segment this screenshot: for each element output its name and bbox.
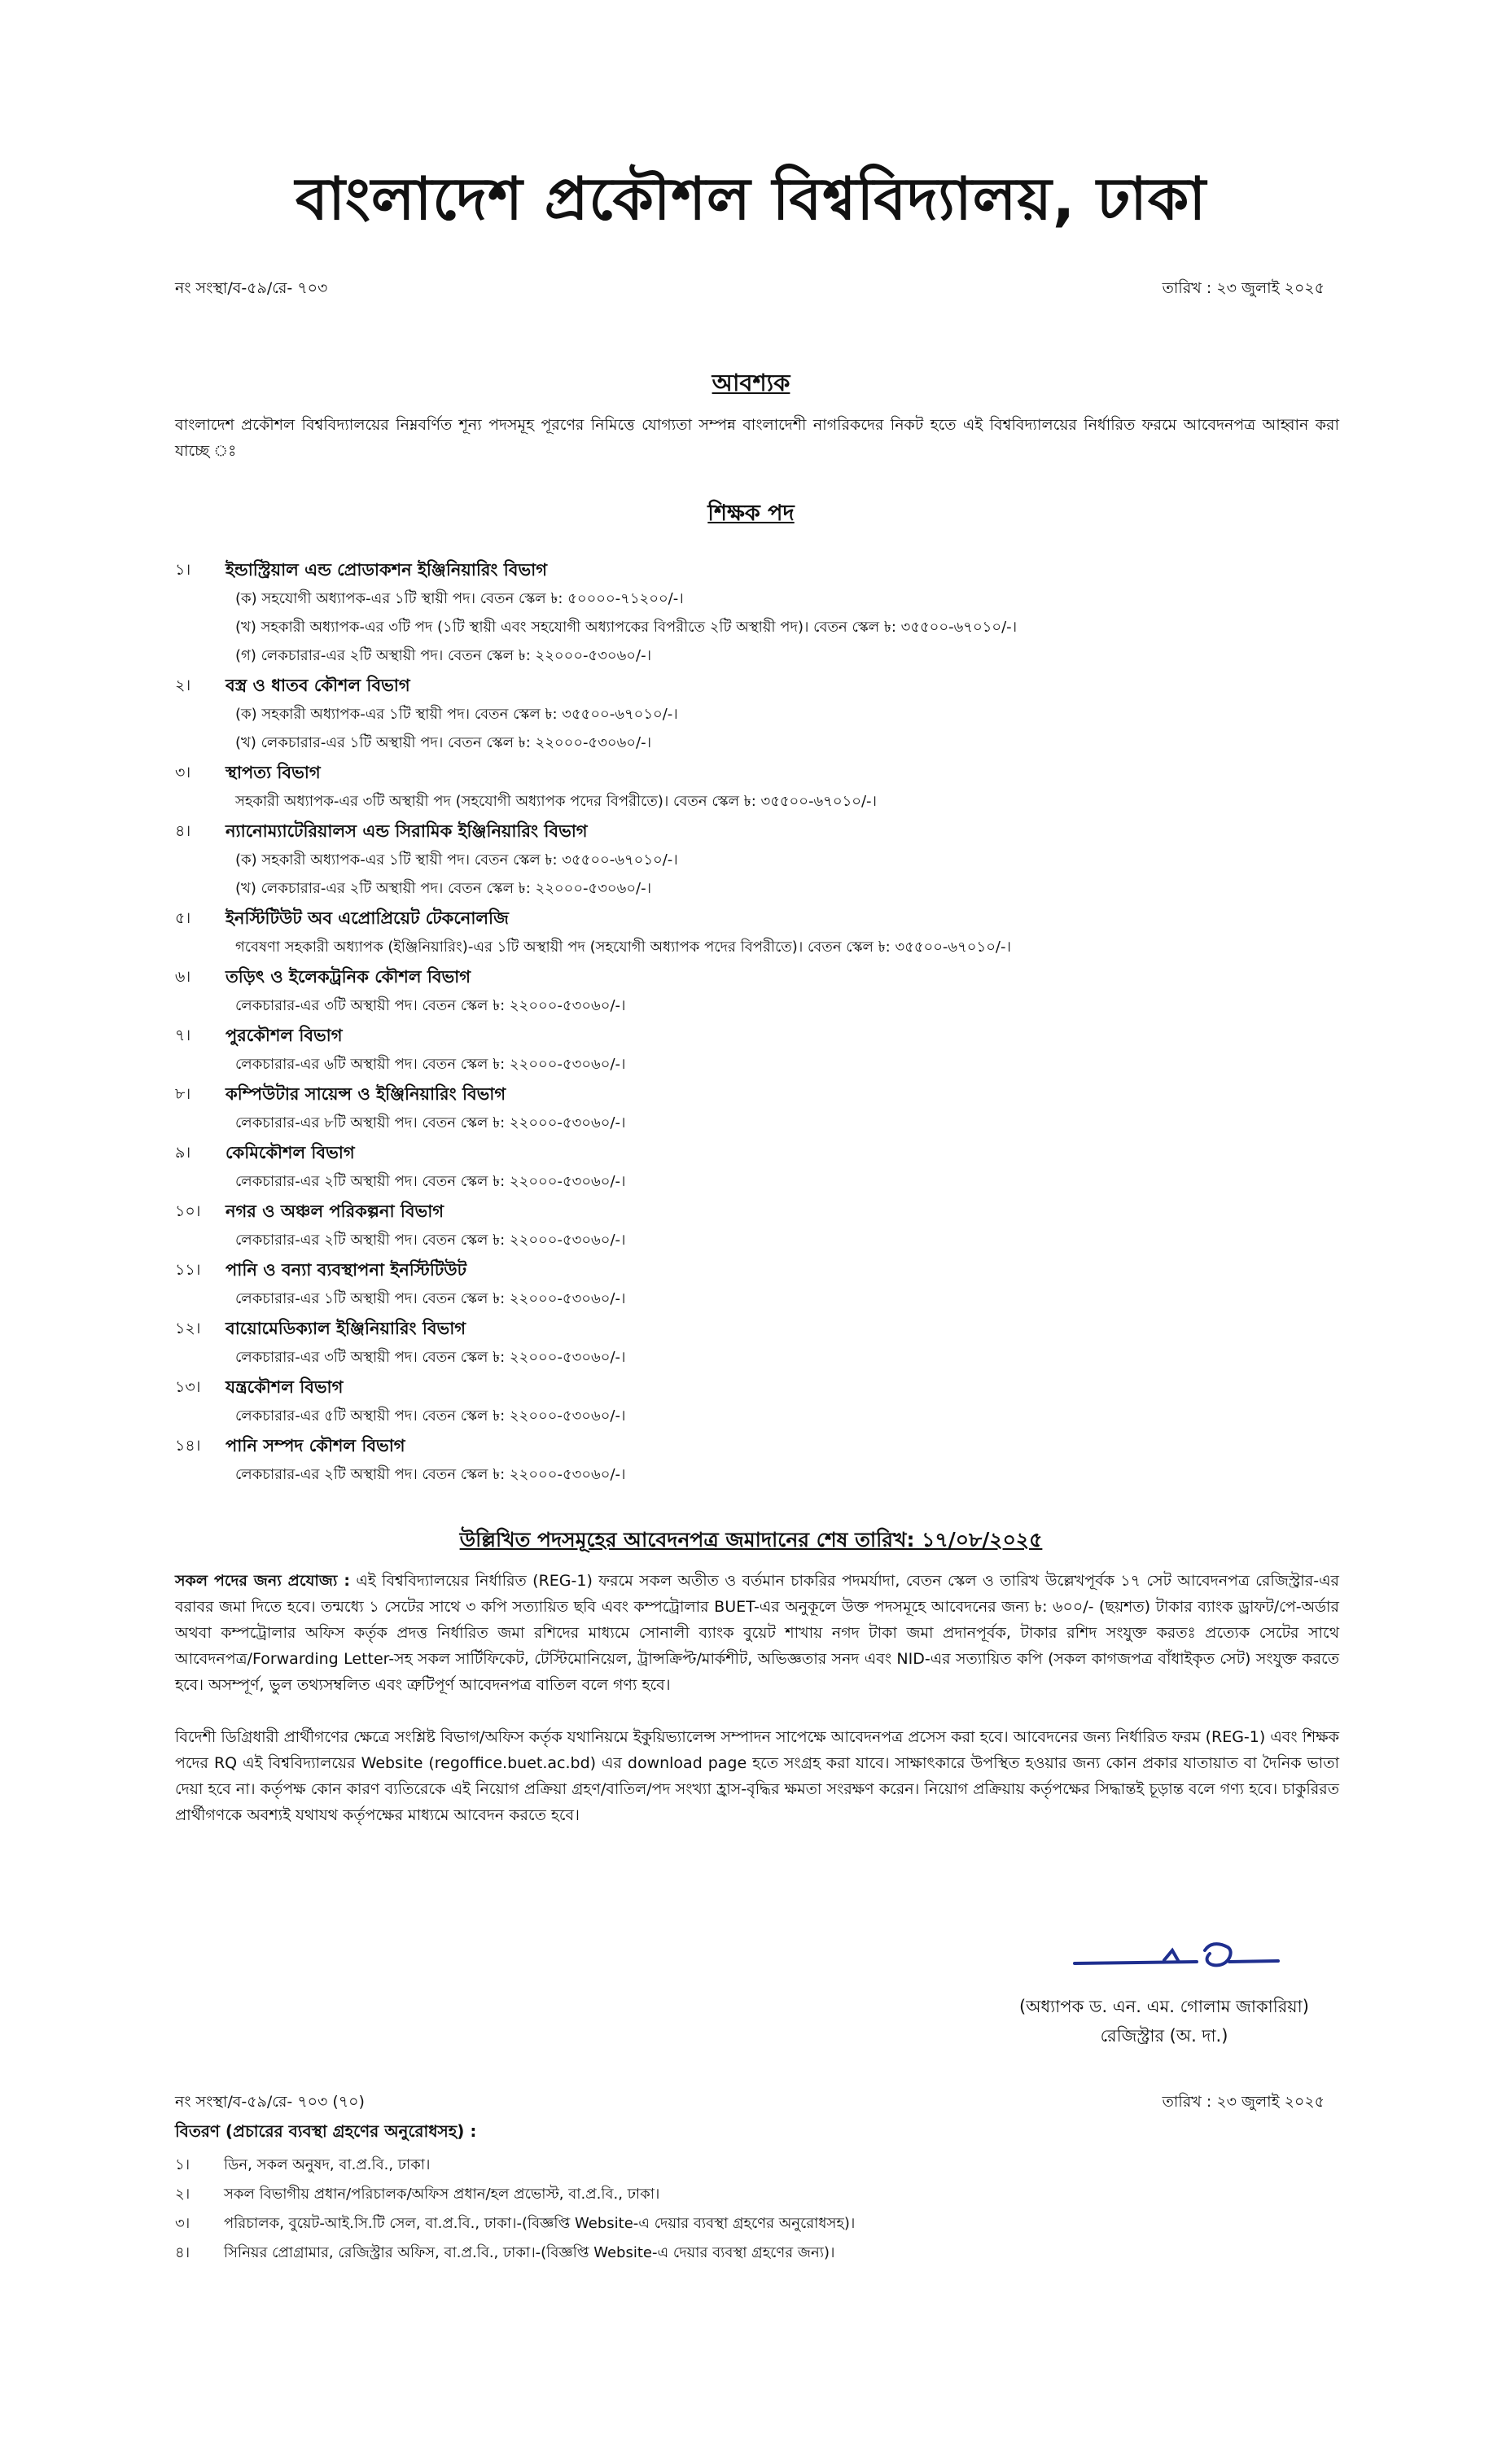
notice-heading: আবশ্যক [712,369,790,396]
distribution-text: সিনিয়র প্রোগ্রামার, রেজিস্ট্রার অফিস, বা.প্র.বি., ঢাকা।-(বিজ্ঞপ্তি Website-এ দেয়ার ব্যবস্থা গ্রহণের জন্য)। [224,2244,835,2261]
distribution-item [175,2239,1339,2268]
distribution-item [175,2209,1339,2239]
department-item [175,1432,1339,1489]
department-number: ১। [175,561,191,579]
terms-text: এই বিশ্ববিদ্যালয়ের নির্ধারিত (REG-1) ফরমে সকল অতীত ও বর্তমান চাকরির পদমর্যাদা, বেতন স্কেল ও তারিখ উল্লেখপূর্বক ১৭ সেট আবেদনপত্র রেজিস্ট্রার-এর বরাবর জমা দিতে হবে। তন্মধ্যে ১ সেটের সাথে ৩ কপি সত্যায়িত ছবি এবং কম্পট্রোলার BUET-এর অনুকূলে উক্ত পদসমূহে আবেদনের জন্য ৳: ৬০০/- (ছয়শত) টাকার ব্যাংক ড্রাফট/পে-অর্ডার অথবা কম্পট্রোলার অফিস কর্তৃক প্রদত্ত নির্ধারিত জমা রশিদের মাধ্যমে সোনালী ব্যাংক বুয়েট শাখায় নগদ টাকা জমা প্রদানপূর্বক, টাকার রশিদ সংযুক্ত করতঃ প্রত্যেক সেটের সাথে আবেদনপত্র/Forwarding Letter-সহ সকল সার্টিফিকেট, টেস্টিমোনিয়েল, ট্রান্সক্রিপ্ট/মার্কশীট, অভিজ্ঞতার সনদ এবং NID-এর সত্যায়িত কপি (সকল কাগজপত্র বাঁধাইকৃত সেট) সংযুক্ত করতে হবে। অসম্পূর্ণ, ভুল তথ্যসম্বলিত এবং ত্রুটিপূর্ণ আবেদনপত্র বাতিল বলে গণ্য হবে। [175,1572,1339,1694]
post-detail: লেকচারার-এর ২টি অস্থায়ী পদ। বেতন স্কেল ৳: ২২০০০-৫৩০৬০/-। [235,1232,626,1249]
department-item [175,759,1339,816]
department-item [175,1373,1339,1430]
department-number: ১১। [175,1261,201,1279]
department-number: ৫। [175,909,191,927]
post-detail: সহকারী অধ্যাপক-এর ৩টি অস্থায়ী পদ (সহযোগী অধ্যাপক পদের বিপরীতে)। বেতন স্কেল ৳: ৩৫৫০০-৬৭০১০/-। [235,793,877,810]
distribution-list [175,2151,1339,2268]
distribution-number: ৪। [175,2244,190,2261]
post-detail: গবেষণা সহকারী অধ্যাপক (ইঞ্জিনিয়ারিং)-এর ১টি অস্থায়ী পদ (সহযোগী অধ্যাপক পদের বিপরীতে)। বেতন স্কেল ৳: ৩৫৫০০-৬৭০১০/-। [235,939,1011,956]
department-item [175,1197,1339,1254]
footer-reference-number: নং সংস্থা/ব-৫৯/রে- ৭০৩ (৭০) [175,2093,365,2111]
distribution-text: ডিন, সকল অনুষদ, বা.প্র.বি., ঢাকা। [224,2156,431,2173]
post-detail: লেকচারার-এর ২টি অস্থায়ী পদ। বেতন স্কেল ৳: ২২০০০-৫৩০৬০/-। [235,1173,626,1190]
post-detail: লেকচারার-এর ১টি অস্থায়ী পদ। বেতন স্কেল ৳: ২২০০০-৫৩০৬০/-। [235,1290,626,1307]
application-deadline: উল্লিখিত পদসমূহের আবেদনপত্র জমাদানের শেষ তারিখ: ১৭/০৮/২০২৫ [459,1528,1043,1551]
department-item [175,963,1339,1020]
distribution-title: বিতরণ (প্রচারের ব্যবস্থা গ্রহণের অনুরোধসহ) : [175,2121,477,2141]
department-item [175,556,1339,670]
department-name: তড়িৎ ও ইলেকট্রনিক কৌশল বিভাগ [226,967,471,987]
department-name: পানি ও বন্যা ব্যবস্থাপনা ইনস্টিটিউট [226,1260,467,1280]
post-detail: লেকচারার-এর ৮টি অস্থায়ী পদ। বেতন স্কেল ৳: ২২০০০-৫৩০৬০/-। [235,1114,626,1131]
department-list [175,556,1339,1490]
department-number: ৩। [175,764,191,781]
department-item [175,1022,1339,1079]
department-name: কেমিকৌশল বিভাগ [226,1143,355,1162]
department-item [175,1256,1339,1313]
distribution-item [175,2180,1339,2209]
section-heading: শিক্ষক পদ [707,501,795,526]
signatory-designation: রেজিস্ট্রার (অ. দা.) [1100,2026,1228,2046]
post-detail: (গ) লেকচারার-এর ২টি অস্থায়ী পদ। বেতন স্কেল ৳: ২২০০০-৫৩০৬০/-। [235,647,652,664]
department-name: ইন্ডাস্ট্রিয়াল এন্ড প্রোডাকশন ইঞ্জিনিয়ারিং বিভাগ [226,560,547,580]
post-detail: (ক) সহযোগী অধ্যাপক-এর ১টি স্থায়ী পদ। বেতন স্কেল ৳: ৫০০০০-৭১২০০/-। [235,590,684,607]
department-number: ১৪। [175,1437,201,1455]
issue-date: তারিখ : ২৩ জুলাই ২০২৫ [1162,279,1325,297]
document-title: বাংলাদেশ প্রকৌশল বিশ্ববিদ্যালয়, ঢাকা [295,164,1207,233]
signatory-name: (অধ্যাপক ড. এন. এম. গোলাম জাকারিয়া) [1019,1997,1309,2016]
department-number: ৯। [175,1144,191,1162]
department-item [175,672,1339,757]
department-item [175,1315,1339,1372]
department-name: পানি সম্পদ কৌশল বিভাগ [226,1436,405,1455]
post-detail: (ক) সহকারী অধ্যাপক-এর ১টি স্থায়ী পদ। বেতন স্কেল ৳: ৩৫৫০০-৬৭০১০/-। [235,706,678,723]
footer-date: তারিখ : ২৩ জুলাই ২০২৫ [1162,2093,1325,2111]
department-number: ১০। [175,1202,201,1220]
distribution-text: সকল বিভাগীয় প্রধান/পরিচালক/অফিস প্রধান/হল প্রভোস্ট, বা.প্র.বি., ঢাকা। [224,2186,660,2203]
reference-number: নং সংস্থা/ব-৫৯/রে- ৭০৩ [175,279,328,297]
terms-paragraph-2: বিদেশী ডিগ্রিধারী প্রার্থীগণের ক্ষেত্রে সংশ্লিষ্ট বিভাগ/অফিস কর্তৃক যথানিয়মে ইকুয়িভ্যালেন্স সম্পাদন সাপেক্ষে আবেদনপত্র প্রসেস করা হবে। আবেদনের জন্য নির্ধারিত ফরম (REG-1) এবং শিক্ষক পদের RQ এই বিশ্ববিদ্যালয়ের Website (regoffice.buet.ac.bd) এর download page হতে সংগ্রহ করা যাবে। সাক্ষাৎকারে উপস্থিত হওয়ার জন্য কোন প্রকার যাতায়াত বা দৈনিক ভাতা দেয়া হবে না। কর্তৃপক্ষ কোন কারণ ব্যতিরেকে এই নিয়োগ প্রক্রিয়া গ্রহণ/বাতিল/পদ সংখ্যা হ্রাস-বৃদ্ধির ক্ষমতা সংরক্ষণ করেন। নিয়োগ প্রক্রিয়ায় কর্তৃপক্ষের সিদ্ধান্তই চূড়ান্ত বলে গণ্য হবে। চাকুরিরত প্রার্থীগণকে অবশ্যই যথাযথ কর্তৃপক্ষের মাধ্যমে আবেদন করতে হবে। [175,1728,1339,1824]
post-detail: (খ) লেকচারার-এর ২টি অস্থায়ী পদ। বেতন স্কেল ৳: ২২০০০-৫৩০৬০/-। [235,880,652,897]
department-item [175,1139,1339,1196]
department-name: বায়োমেডিক্যাল ইঞ্জিনিয়ারিং বিভাগ [226,1319,466,1338]
department-name: বস্ত্র ও ধাতব কৌশল বিভাগ [226,676,410,695]
post-detail: লেকচারার-এর ২টি অস্থায়ী পদ। বেতন স্কেল ৳: ২২০০০-৫৩০৬০/-। [235,1466,626,1483]
department-name: পুরকৌশল বিভাগ [226,1026,343,1045]
distribution-number: ২। [175,2186,190,2203]
department-number: ১৩। [175,1378,201,1396]
department-number: ৭। [175,1026,191,1044]
intro-paragraph: বাংলাদেশ প্রকৌশল বিশ্ববিদ্যালয়ের নিম্নবর্ণিত শূন্য পদসমূহ পূরণের নিমিত্তে যোগ্যতা সম্পন্ন বাংলাদেশী নাগরিকদের নিকট হতে এই বিশ্ববিদ্যালয়ের নির্ধারিত ফরমে আবেদনপত্র আহ্বান করা যাচ্ছে ঃ [175,416,1339,460]
post-detail: লেকচারার-এর ৩টি অস্থায়ী পদ। বেতন স্কেল ৳: ২২০০০-৫৩০৬০/-। [235,997,626,1014]
signature-image [1042,1905,1286,2002]
distribution-text: পরিচালক, বুয়েট-আই.সি.টি সেল, বা.প্র.বি., ঢাকা।-(বিজ্ঞপ্তি Website-এ দেয়ার ব্যবস্থা গ্রহণের অনুরোধসহ)। [224,2215,856,2232]
department-item [175,817,1339,903]
department-name: কম্পিউটার সায়েন্স ও ইঞ্জিনিয়ারিং বিভাগ [226,1084,506,1104]
post-detail: (ক) সহকারী অধ্যাপক-এর ১টি স্থায়ী পদ। বেতন স্কেল ৳: ৩৫৫০০-৬৭০১০/-। [235,851,678,869]
signatory-block [957,1992,1372,2050]
department-item [175,904,1339,961]
department-number: ৪। [175,822,191,840]
terms-paragraph [175,1568,1339,1698]
terms-label: সকল পদের জন্য প্রযোজ্য : [175,1572,350,1590]
distribution-item [175,2151,1339,2180]
department-number: ৮। [175,1085,191,1103]
post-detail: লেকচারার-এর ৬টি অস্থায়ী পদ। বেতন স্কেল ৳: ২২০০০-৫৩০৬০/-। [235,1056,626,1073]
post-detail: লেকচারার-এর ৩টি অস্থায়ী পদ। বেতন স্কেল ৳: ২২০০০-৫৩০৬০/-। [235,1349,626,1366]
distribution-number: ১। [175,2156,190,2173]
department-item [175,1080,1339,1137]
department-name: স্থাপত্য বিভাগ [226,763,321,782]
department-name: যন্ত্রকৌশল বিভাগ [226,1377,344,1397]
post-detail: লেকচারার-এর ৫টি অস্থায়ী পদ। বেতন স্কেল ৳: ২২০০০-৫৩০৬০/-। [235,1407,626,1425]
distribution-number: ৩। [175,2215,190,2232]
post-detail: (খ) সহকারী অধ্যাপক-এর ৩টি পদ (১টি স্থায়ী এবং সহযোগী অধ্যাপকের বিপরীতে ২টি অস্থায়ী পদ)। বেতন স্কেল ৳: ৩৫৫০০-৬৭০১০/-। [235,619,1018,636]
post-detail: (খ) লেকচারার-এর ১টি অস্থায়ী পদ। বেতন স্কেল ৳: ২২০০০-৫৩০৬০/-। [235,734,652,751]
department-name: ন্যানোম্যাটেরিয়ালস এন্ড সিরামিক ইঞ্জিনিয়ারিং বিভাগ [226,821,588,841]
department-name: ইনস্টিটিউট অব এপ্রোপ্রিয়েট টেকনোলজি [226,908,509,928]
department-number: ২। [175,676,191,694]
department-number: ১২। [175,1320,201,1337]
department-name: নগর ও অঞ্চল পরিকল্পনা বিভাগ [226,1201,444,1221]
department-number: ৬। [175,968,191,986]
